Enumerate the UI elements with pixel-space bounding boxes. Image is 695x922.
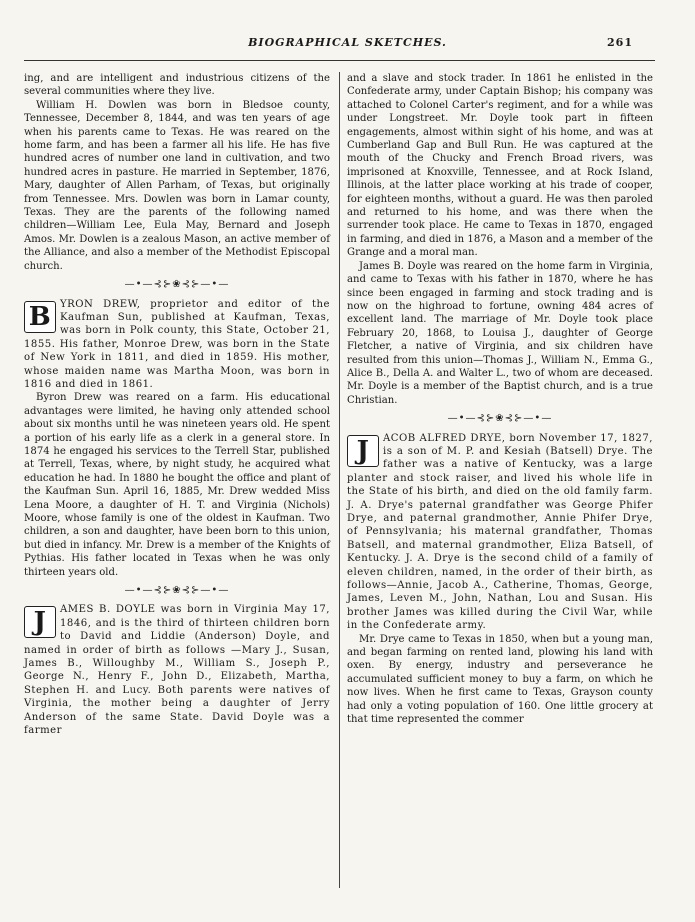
doyle-paragraph-1 <box>24 603 330 737</box>
header-rule <box>24 60 655 61</box>
drop-cap-j: J <box>347 435 379 467</box>
drew-paragraph-1 <box>24 298 330 392</box>
section-ornament: —•—⊰⊱❀⊰⊱—•— <box>124 279 230 291</box>
drew-paragraph-2: Byron Drew was reared on a farm. His educational advantages were limited, he having only attended school about six months until he was nineteen years old. He spent a portion of his early life as a clerk in a general store. In 1874 he engaged his services to the Terrell Star, published at Terrell, Texas, where, by night study, he acquired what education he had. In 1880 he bought the office and plant of the Kaufman Sun. April 16, 1885, Mr. Drew wedded Miss Lena Moore, a daughter of H. T. and Virginia (Nichols) Moore, whose family is one of the oldest in Kaufman. Two children, a son and daughter, have been born to this union, but died in infancy. Mr. Drew is a member of the Knights of Pythias. His father located in Texas when he was only thirteen years old. <box>24 392 330 578</box>
drye-text-1: ACOB ALFRED DRYE, born November 17, 1827, is a son of M. P. and Kesiah (Batsell) Drye. The father was a native of Kentucky, was a large planter and stock raiser, and lived his whole life in the State of his birth, and died on the old family farm. J. A. Drye's paternal grandfather was George Phifer Drye, and paternal grandmother, Annie Phifer Drye, of Pennsylvania; his maternal grandfather, Thomas Batsell, and maternal grandmother, Eliza Batsell, of Kentucky. J. A. Drye is the second child of a family of eleven children, named, in the order of their birth, as follows—Annie, Jacob A., Catherine, Thomas, George, James, Leven M., John, Nathan, Lou and Susan. His brother James was killed during the Civil War, while in the Confederate army. <box>347 432 653 632</box>
dowlen-intro-paragraph: ing, and are intelligent and industrious citizens of the several communities where they live. <box>24 73 330 98</box>
drew-text-1: YRON DREW, proprietor and editor of the Kaufman Sun, published at Kaufman, Texas, was born in Polk county, this State, October 21, 1855. His father, Monroe Drew, was born in the State of New York in 1811, and died in 1859. His mother, whose maiden name was Martha Moon, was born in 1816 and died in 1861. <box>24 298 330 390</box>
section-ornament: —•—⊰⊱❀⊰⊱—•— <box>124 585 230 597</box>
drye-paragraph-2: Mr. Drye came to Texas in 1850, when but a young man, and began farming on rented land, plowing his land with oxen. By energy, industry and perseverance he accumulated sufficient money to buy a farm, on which he now lives. When he first came to Texas, Grayson county had only a voting population of 160. One little grocery at that time represented the commer <box>347 633 653 726</box>
right-column <box>347 72 653 727</box>
drye-paragraph-1 <box>347 432 653 633</box>
section-ornament: —•—⊰⊱❀⊰⊱—•— <box>447 413 553 425</box>
doyle-text-1: AMES B. DOYLE was born in Virginia May 17, 1846, and is the third of thirteen children born to David and Liddie (Anderson) Doyle, and named in order of birth as follows —Mary J., Susan, James B., Willoughby M., William S., Joseph P., George N., Henry F., John D., Elizabeth, Martha, Stephen H. and Lucy. Both parents were natives of Virginia, the mother being a daughter of Jerry Anderson of the same State. David Doyle was a farmer <box>24 604 330 737</box>
running-title: BIOGRAPHICAL SKETCHES. <box>248 36 447 49</box>
dowlen-paragraph: William H. Dowlen was born in Bledsoe county, Tennessee, December 8, 1844, and was ten years of age when his parents came to Texas. He was reared on the home farm, and has been a farmer all his life. He has five hundred acres of number one land in cultivation, and two hundred acres in pasture. He married in September, 1876, Mary, daughter of Allen Parham, of Texas, but originally from Tennessee. Mrs. Dowlen was born in Lamar county, Texas. They are the parents of the following named children—William Lee, Eula May, Bernard and Joseph Amos. Mr. Dowlen is a zealous Mason, an active member of the Alliance, and also a member of the Methodist Episcopal church. <box>24 99 330 272</box>
drop-cap-j: J <box>24 606 56 638</box>
page-number: 261 <box>607 36 633 49</box>
column-divider <box>339 72 340 888</box>
doyle-paragraph-2: James B. Doyle was reared on the home farm in Virginia, and came to Texas with his father in 1870, where he has since been engaged in farming and stock trading and is now on the highroad to fortune, owning 484 acres of excellent land. The marriage of Mr. Doyle took place February 20, 1868, to Louisa J., daughter of George Fletcher, a native of Virginia, and six children have resulted from this union—Thomas J., William N., Emma G., Alice B., Della A. and Walter L., two of whom are deceased. Mr. Doyle is a member of the Baptist church, and is a true Christian. <box>347 260 653 406</box>
running-header <box>22 36 673 52</box>
doyle-paragraph-1-continued: and a slave and stock trader. In 1861 he enlisted in the Confederate army, under Captain Bishop; his company was attached to Colonel Carter's regiment, and for a while was under Longstreet. Mr. Doyle took part in fifteen engagements, almost within sight of his home, and was at Cumberland Gap and Bull Run. He was captured at the mouth of the Chucky and French Broad rivers, was imprisoned at Knoxville, Tennessee, and at Rock Island, Illinois, at the latter place working at his trade of cooper, for eighteen months, without a guard. He was then paroled and returned to his home, and was there when the surrender took place. He came to Texas in 1870, engaged in farming, and died in 1876, a Mason and a member of the Grange and a moral man. <box>347 73 653 259</box>
drop-cap-b: B <box>24 301 56 333</box>
left-column <box>24 72 330 738</box>
